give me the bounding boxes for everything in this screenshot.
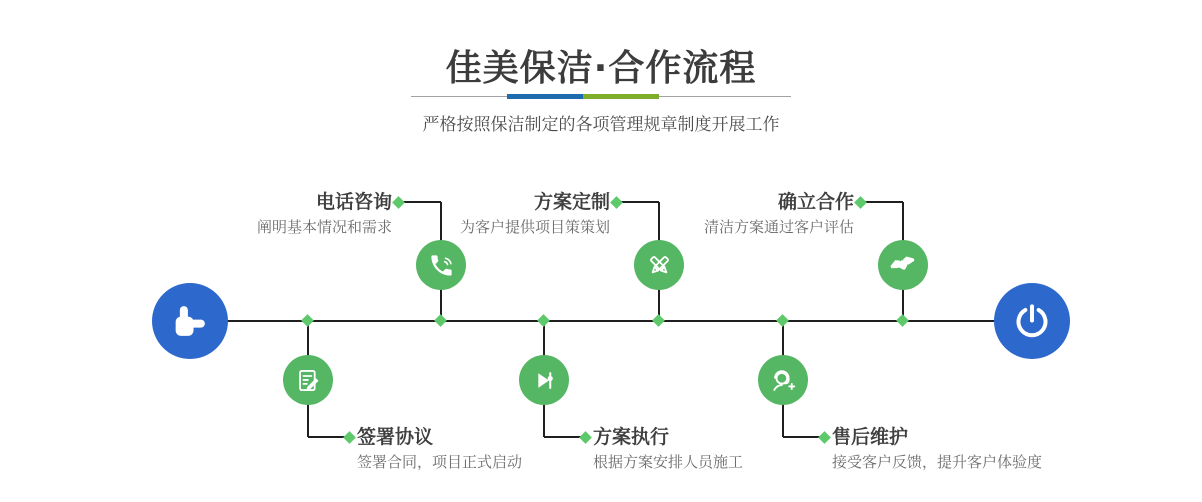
play-execute-icon [531,367,558,394]
label-connector [308,436,345,438]
step-subtitle: 清洁方案通过客户评估 [703,218,854,236]
timeline-node-diamond [896,314,909,327]
label-diamond [818,431,831,444]
step-label-aftersale [832,426,1042,471]
step-subtitle: 根据方案安排人员施工 [593,453,744,471]
step-subtitle: 接受客户反馈，提升客户体验度 [832,453,1043,471]
timeline-node-diamond [776,314,789,327]
timeline-node-diamond [301,314,314,327]
label-diamond [579,431,592,444]
step-circle-execute [519,355,569,405]
step-label-plan [460,191,610,236]
step-title: 签署协议 [357,426,434,448]
step-label-execute [593,426,743,471]
step-label-phone [257,191,392,236]
label-connector [621,201,659,203]
step-subtitle: 签署合同，项目正式启动 [357,453,523,471]
label-diamond [610,196,623,209]
page-subtitle: 严格按照保洁制定的各项管理规章制度开展工作 [422,115,780,135]
step-circle-sign [283,355,333,405]
step-subtitle: 阐明基本情况和需求 [256,218,392,236]
step-circle-aftersale [758,355,808,405]
page-title: 佳美保洁·合作流程 [445,48,757,89]
divider-blue-segment [507,94,583,99]
step-subtitle: 为客户提供项目策策划 [459,218,610,236]
power-icon [1012,301,1052,341]
divider-green-segment [583,94,659,99]
step-circle-plan [634,240,684,290]
label-diamond [343,431,356,444]
handshake-icon [889,251,917,279]
step-circle-phone [416,240,466,290]
step-circle-cooperation [878,240,928,290]
step-label-cooperation [704,191,854,236]
hand-pointing-right-icon [169,300,211,342]
step-title: 电话咨询 [315,191,392,213]
crossed-pencils-icon [646,252,673,279]
timeline-end-circle [994,283,1070,359]
label-connector [865,201,903,203]
timeline-node-diamond [652,314,665,327]
step-title: 方案定制 [533,191,610,213]
timeline-start-circle [152,283,228,359]
label-diamond [854,196,867,209]
timeline-node-diamond [537,314,550,327]
label-connector [403,201,441,203]
label-connector [544,436,581,438]
document-signing-icon [295,367,322,394]
timeline-node-diamond [434,314,447,327]
step-title: 方案执行 [593,426,670,448]
step-title: 售后维护 [832,426,909,448]
phone-call-icon [428,252,455,279]
step-title: 确立合作 [777,191,854,213]
label-diamond [392,196,405,209]
step-label-sign [357,426,522,471]
customer-service-icon [769,366,797,394]
label-connector [783,436,820,438]
